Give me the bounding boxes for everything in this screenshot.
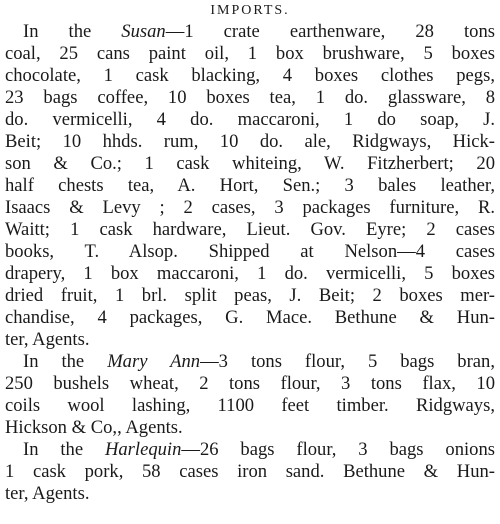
entry-line: chocolate, 1 cask blacking, 4 boxes clothes pegs, <box>5 65 495 86</box>
entry-line: coal, 25 cans paint oil, 1 box brushware, 5 boxes <box>5 43 495 64</box>
entry-line: chandise, 4 packages, G. Mace. Bethune & Hun- <box>5 307 495 328</box>
entry-line: 1 cask pork, 58 cases iron sand. Bethune & Hun- <box>5 461 495 482</box>
entry-line: ter, Agents. <box>5 483 90 504</box>
entry-line: dried fruit, 1 brl. split peas, J. Beit; 2 boxes mer- <box>5 285 495 306</box>
entry-line: ter, Agents. <box>5 329 90 350</box>
import-entry-susan <box>5 21 495 351</box>
entry-line <box>5 439 495 461</box>
entry-text: —26 bags flour, 3 bags onions <box>181 439 495 460</box>
entry-prefix: In the <box>23 21 122 42</box>
entry-prefix: In the <box>23 439 105 460</box>
entry-line: 23 bags coffee, 10 boxes tea, 1 do. glassware, 8 <box>5 87 495 108</box>
entry-line: do. vermicelli, 4 do. maccaroni, 1 do soap, J. <box>5 109 495 130</box>
ship-name: Mary Ann <box>107 351 201 372</box>
ship-name: Harlequin <box>104 439 182 460</box>
entry-line: Beit; 10 hhds. rum, 10 do. ale, Ridgways, Hick- <box>5 131 495 152</box>
entry-line: son & Co.; 1 cask whiteing, W. Fitzherbert; 20 <box>5 153 495 174</box>
imports-article <box>5 0 495 505</box>
entry-line: 250 bushels wheat, 2 tons flour, 3 tons flax, 10 <box>5 373 495 394</box>
entry-line: half chests tea, A. Hort, Sen.; 3 bales leather, <box>5 175 495 196</box>
entry-text: —1 crate earthenware, 28 tons <box>165 21 495 42</box>
import-entry-harlequin <box>5 439 495 505</box>
entry-prefix: In the <box>23 351 108 372</box>
entry-line <box>5 21 495 43</box>
ship-name: Susan <box>121 21 166 42</box>
entry-line: drapery, 1 box maccaroni, 1 do. vermicelli, 5 boxes <box>5 263 495 284</box>
entry-line: coils wool lashing, 1100 feet timber. Ridgways, <box>5 395 495 416</box>
import-entry-mary-ann <box>5 351 495 439</box>
entry-text: —3 tons flour, 5 bags bran, <box>200 351 495 372</box>
entry-line: books, T. Alsop. Shipped at Nelson—4 cases <box>5 241 495 262</box>
entry-line <box>5 351 495 373</box>
entry-line: Isaacs & Levy ; 2 cases, 3 packages furniture, R. <box>5 197 495 218</box>
imports-heading: IMPORTS. <box>210 3 290 18</box>
entry-line: Hickson & Co,, Agents. <box>5 417 183 438</box>
entry-line: Waitt; 1 cask hardware, Lieut. Gov. Eyre; 2 cases <box>5 219 495 240</box>
